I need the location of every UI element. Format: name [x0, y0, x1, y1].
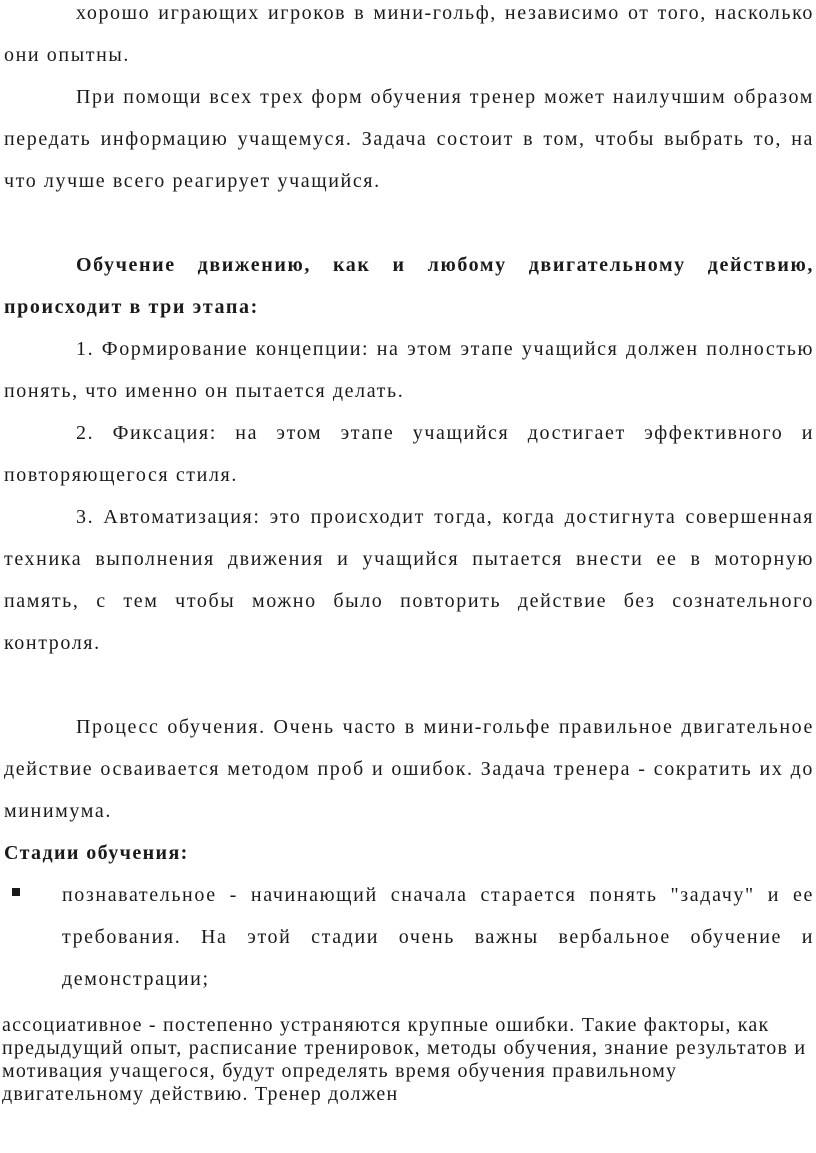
heading-learning-stages: Стадии обучения: [4, 842, 189, 864]
stage-fixation: 2. Фиксация: на этом этапе учащийся достигает эффективного и повторяющегося стиля. [4, 422, 814, 486]
stage-concept-formation: 1. Формирование концепции: на этом этапе учащийся должен полностью понять, что именно он пытается делать. [4, 338, 814, 402]
paragraph-learning-process: Процесс обучения. Очень часто в мини-гольфе правильное двигательное действие осваивается методом проб и ошибок. Задача тренера - сократить их до минимума. [4, 716, 814, 822]
stage-automation: 3. Автоматизация: это происходит тогда, когда достигнута совершенная техника выполнения движения и учащийся пытается внести ее в моторную память, с тем чтобы можно было повторить действие без сознательного контроля. [4, 506, 814, 654]
paragraph-continuation: хорошо играющих игроков в мини-гольф, независимо от того, насколько они опытны. [4, 2, 814, 66]
paragraph-associative-stage: ассоциативное - постепенно устраняются крупные ошибки. Такие факторы, как предыдущий опыт, расписание тренировок, методы обучения, знание результатов и мотивация учащегося, будут определять время обучения правильному двигательному действию. Тренер должен [2, 1014, 807, 1105]
bullet-cognitive-stage: познавательное - начинающий сначала старается понять "задачу" и ее требования. На этой стадии очень важны вербальное обучение и демонстрации; [62, 884, 814, 990]
paragraph-training-forms: При помощи всех трех форм обучения тренер может наилучшим образом передать информацию учащемуся. Задача состоит в том, чтобы выбрать то, на что лучше всего реагирует учащийся. [4, 86, 814, 192]
heading-three-stages: Обучение движению, как и любому двигательному действию, происходит в три этапа: [4, 254, 814, 318]
square-bullet-icon [12, 888, 20, 896]
